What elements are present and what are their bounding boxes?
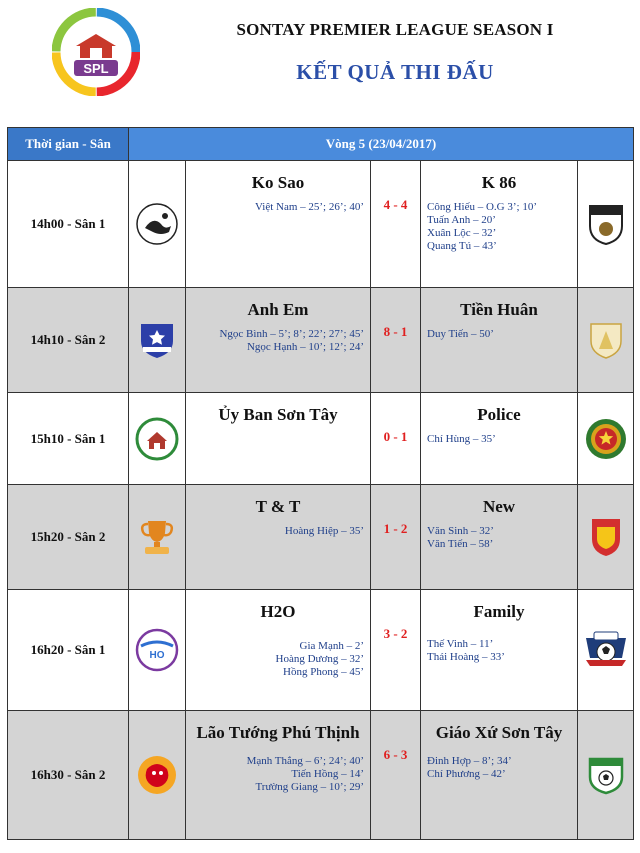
match-time: 16h20 - Sân 1 xyxy=(8,590,129,711)
score-cell xyxy=(371,393,421,485)
scorer: Công Hiếu – O.G 3’; 10’ xyxy=(427,201,537,213)
round-header: Vòng 5 (23/04/2017) xyxy=(129,128,634,161)
scorer: Chí Hùng – 35’ xyxy=(427,433,496,445)
away-team-name: Tiền Huân xyxy=(460,300,538,319)
scorer: Thái Hoàng – 33’ xyxy=(427,651,505,663)
away-team-cell xyxy=(421,161,578,288)
away-team-logo xyxy=(578,590,634,711)
home-scorers xyxy=(186,201,370,214)
h2o-logo-icon xyxy=(135,628,179,672)
match-time: 14h10 - Sân 2 xyxy=(8,288,129,393)
away-team-cell xyxy=(421,288,578,393)
home-team-logo xyxy=(129,161,186,288)
home-team-name: Anh Em xyxy=(247,300,309,319)
home-team-cell xyxy=(186,590,371,711)
scorer: Xuân Lộc – 32’ xyxy=(427,227,497,239)
home-team-logo xyxy=(129,288,186,393)
score-cell xyxy=(371,485,421,590)
home-team-logo xyxy=(129,590,186,711)
scorer: Văn Sinh – 32’ xyxy=(427,525,494,537)
score-cell xyxy=(371,590,421,711)
away-scorers xyxy=(421,201,577,253)
scorer: Gia Mạnh – 2’ xyxy=(299,640,364,652)
scorer: Ngọc Hạnh – 10’; 12’; 24’ xyxy=(246,341,364,353)
match-row xyxy=(8,590,634,711)
home-team-name: Ủy Ban Sơn Tây xyxy=(218,405,338,424)
score-cell xyxy=(371,288,421,393)
svg-text:HO: HO xyxy=(149,650,165,661)
scorer: Hoàng Hiệp – 35’ xyxy=(284,525,364,537)
scorer: Chí Phương – 42’ xyxy=(427,768,506,780)
scorer: Việt Nam – 25’; 26’; 40’ xyxy=(254,201,364,213)
lao-tuong-lion-icon xyxy=(135,753,179,797)
home-team-cell xyxy=(186,485,371,590)
home-team-cell xyxy=(186,711,371,840)
logo-text: SPL xyxy=(83,61,109,76)
away-scorers xyxy=(421,755,577,781)
family-badge-icon xyxy=(582,628,630,672)
home-team-cell xyxy=(186,161,371,288)
scorer: Thế Vinh – 11’ xyxy=(427,638,494,650)
home-team-cell xyxy=(186,393,371,485)
home-scorers xyxy=(186,525,370,538)
home-team-name: Ko Sao xyxy=(251,173,305,192)
tien-huan-shield-icon xyxy=(586,319,626,361)
home-team-logo xyxy=(129,711,186,840)
scorer: Ngọc Bình – 5’; 8’; 22’; 27’; 45’ xyxy=(219,328,364,340)
scorer: Văn Tiến – 58’ xyxy=(427,538,494,550)
away-scorers xyxy=(421,328,577,341)
results-table xyxy=(7,127,634,840)
table-header-row xyxy=(8,128,634,161)
home-scorers xyxy=(186,640,370,679)
match-time: 16h30 - Sân 2 xyxy=(8,711,129,840)
match-score: 4 - 4 xyxy=(383,197,408,212)
scorer: Hoàng Dương – 32’ xyxy=(275,653,364,665)
home-scorers xyxy=(186,755,370,794)
match-time: 15h20 - Sân 2 xyxy=(8,485,129,590)
match-score: 0 - 1 xyxy=(383,429,408,444)
spl-logo xyxy=(52,8,140,96)
away-team-cell xyxy=(421,393,578,485)
home-team-logo xyxy=(129,485,186,590)
scorer: Quang Tú – 43’ xyxy=(427,240,497,252)
trophy-icon xyxy=(135,515,179,559)
league-name: SONTAY PREMIER LEAGUE SEASON I xyxy=(236,20,554,39)
away-scorers xyxy=(421,525,577,551)
match-score: 3 - 2 xyxy=(383,626,408,641)
ko-sao-logo-icon xyxy=(135,202,179,246)
home-team-logo xyxy=(129,393,186,485)
home-team-name: H2O xyxy=(260,602,296,621)
page-title: KẾT QUẢ THI ĐẤU xyxy=(296,60,494,84)
anh-em-shield-icon xyxy=(136,319,178,361)
away-team-name: New xyxy=(482,497,516,516)
away-team-name: K 86 xyxy=(481,173,517,192)
scorer: Tiến Hồng – 14’ xyxy=(291,768,364,780)
match-score: 1 - 2 xyxy=(383,521,408,536)
score-cell xyxy=(371,161,421,288)
away-team-cell xyxy=(421,590,578,711)
time-column-header: Thời gian - Sân xyxy=(8,128,129,161)
police-badge-icon xyxy=(584,417,628,461)
scorer: Đinh Hợp – 8’; 34’ xyxy=(427,755,512,767)
match-row xyxy=(8,288,634,393)
home-team-cell xyxy=(186,288,371,393)
away-team-name: Family xyxy=(473,602,525,621)
match-row xyxy=(8,485,634,590)
away-team-name: Police xyxy=(477,405,521,424)
match-row xyxy=(8,161,634,288)
scorer: Hồng Phong – 45’ xyxy=(283,666,364,678)
scorer: Duy Tiến – 50’ xyxy=(427,328,494,340)
uy-ban-son-tay-logo-icon xyxy=(135,417,179,461)
away-team-logo xyxy=(578,393,634,485)
match-time: 15h10 - Sân 1 xyxy=(8,393,129,485)
match-score: 8 - 1 xyxy=(383,324,408,339)
away-team-cell xyxy=(421,711,578,840)
away-team-logo xyxy=(578,485,634,590)
away-scorers xyxy=(421,433,577,446)
away-team-cell xyxy=(421,485,578,590)
match-row xyxy=(8,711,634,840)
away-team-logo xyxy=(578,161,634,288)
score-cell xyxy=(371,711,421,840)
away-team-name: Giáo Xứ Sơn Tây xyxy=(435,723,563,742)
away-scorers xyxy=(421,638,577,664)
match-row xyxy=(8,393,634,485)
away-team-logo xyxy=(578,711,634,840)
new-shield-icon xyxy=(588,515,624,559)
scorer: Trường Giang – 10’; 29’ xyxy=(255,781,364,793)
home-scorers xyxy=(186,328,370,354)
scorer: Mạnh Thắng – 6’; 24’; 40’ xyxy=(246,755,364,767)
away-team-logo xyxy=(578,288,634,393)
match-time: 14h00 - Sân 1 xyxy=(8,161,129,288)
scorer: Tuấn Anh – 20’ xyxy=(427,214,496,226)
giao-xu-shield-icon xyxy=(584,753,628,797)
match-score: 6 - 3 xyxy=(383,747,408,762)
page-header xyxy=(0,0,640,125)
home-team-name: T & T xyxy=(255,497,301,516)
k86-shield-icon xyxy=(586,202,626,246)
home-team-name: Lão Tướng Phú Thịnh xyxy=(196,723,360,742)
